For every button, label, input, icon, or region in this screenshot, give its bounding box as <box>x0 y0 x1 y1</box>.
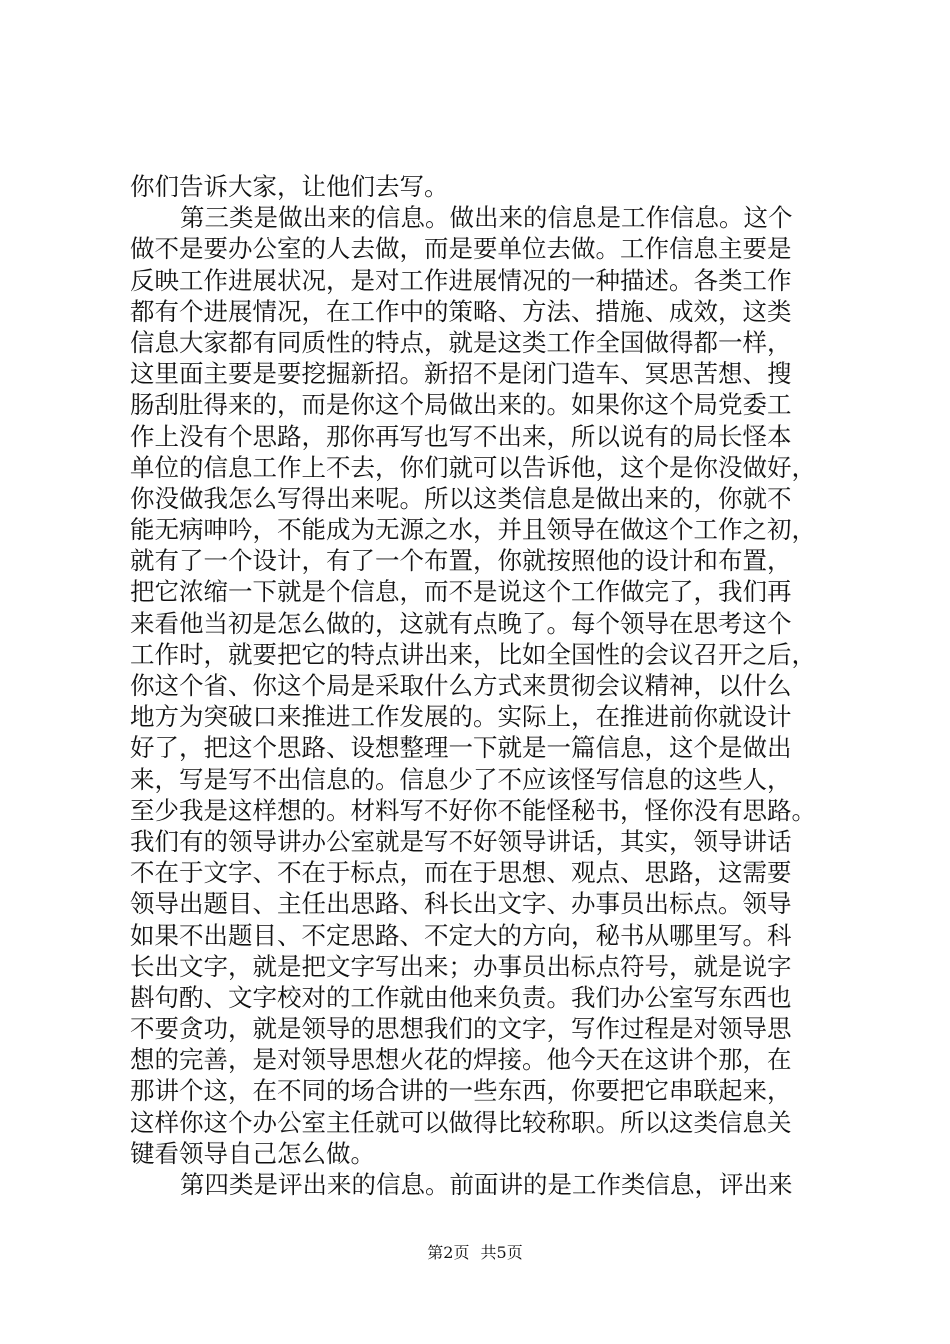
text-line: 你们告诉大家，让他们去写。 <box>130 172 449 201</box>
text-line: 好了，把这个思路、设想整理一下就是一篇信息，这个是做出 <box>130 733 792 763</box>
text-line: 想的完善，是对领导思想火花的焊接。他今天在这讲个那，在 <box>130 1045 792 1075</box>
text-line: 那讲个这，在不同的场合讲的一些东西，你要把它串联起来， <box>130 1076 792 1106</box>
text-line: 地方为突破口来推进工作发展的。实际上，在推进前你就设计 <box>130 702 792 732</box>
text-line: 不要贪功，就是领导的思想我们的文字，写作过程是对领导思 <box>130 1014 792 1044</box>
text-line: 能无病呻吟，不能成为无源之水，并且领导在做这个工作之初， <box>130 515 816 545</box>
body-text <box>130 171 830 1200</box>
text-line: 肠刮肚得来的，而是你这个局做出来的。如果你这个局党委工 <box>130 390 792 420</box>
text-line: 如果不出题目、不定思路、不定大的方向，秘书从哪里写。科 <box>130 920 792 950</box>
text-line: 不在于文字、不在于标点，而在于思想、观点、思路，这需要 <box>130 858 792 888</box>
text-line: 作上没有个思路，那你再写也写不出来，所以说有的局长怪本 <box>130 421 792 451</box>
text-line: 单位的信息工作上不去，你们就可以告诉他，这个是你没做好， <box>130 452 816 482</box>
text-line: 领导出题目、主任出思路、科长出文字、办事员出标点。领导 <box>130 889 792 919</box>
text-line: 就有了一个设计，有了一个布置，你就按照他的设计和布置， <box>130 546 792 576</box>
paragraph-start-line: 第三类是做出来的信息。做出来的信息是工作信息。这个 <box>180 203 793 233</box>
text-line: 做不是要办公室的人去做，而是要单位去做。工作信息主要是 <box>130 234 792 264</box>
text-line: 把它浓缩一下就是个信息，而不是说这个工作做完了，我们再 <box>130 577 792 607</box>
text-line: 你没做我怎么写得出来呢。所以这类信息是做出来的，你就不 <box>130 483 792 513</box>
paragraph-start-line: 第四类是评出来的信息。前面讲的是工作类信息，评出来 <box>180 1170 793 1199</box>
text-line: 信息大家都有同质性的特点，就是这类工作全国做得都一样， <box>130 327 792 357</box>
text-line: 这里面主要是要挖掘新招。新招不是闭门造车、冥思苦想、搜 <box>130 359 792 389</box>
text-line: 反映工作进展状况，是对工作进展情况的一种描述。各类工作 <box>130 265 792 295</box>
page-footer <box>0 1243 950 1263</box>
text-line: 长出文字，就是把文字写出来；办事员出标点符号，就是说字 <box>130 951 792 981</box>
text-line: 来看他当初是怎么做的，这就有点晚了。每个领导在思考这个 <box>130 608 792 638</box>
text-line: 都有个进展情况，在工作中的策略、方法、措施、成效，这类 <box>130 296 792 326</box>
text-line: 斟句酌、文字校对的工作就由他来负责。我们办公室写东西也 <box>130 982 792 1012</box>
text-line: 来，写是写不出信息的。信息少了不应该怪写信息的这些人， <box>130 764 792 794</box>
text-line: 这样你这个办公室主任就可以做得比较称职。所以这类信息关 <box>130 1107 792 1137</box>
text-line: 至少我是这样想的。材料写不好你不能怪秘书，怪你没有思路。 <box>130 795 816 825</box>
text-line: 我们有的领导讲办公室就是写不好领导讲话，其实，领导讲话 <box>130 826 792 856</box>
text-line: 你这个省、你这个局是采取什么方式来贯彻会议精神，以什么 <box>130 671 792 700</box>
page-total: 共5页 <box>480 1243 523 1262</box>
text-line: 键看领导自己怎么做。 <box>130 1138 375 1168</box>
text-line: 工作时，就要把它的特点讲出来，比如全国性的会议召开之后， <box>130 639 816 669</box>
page-number: 第2页 <box>427 1243 470 1262</box>
